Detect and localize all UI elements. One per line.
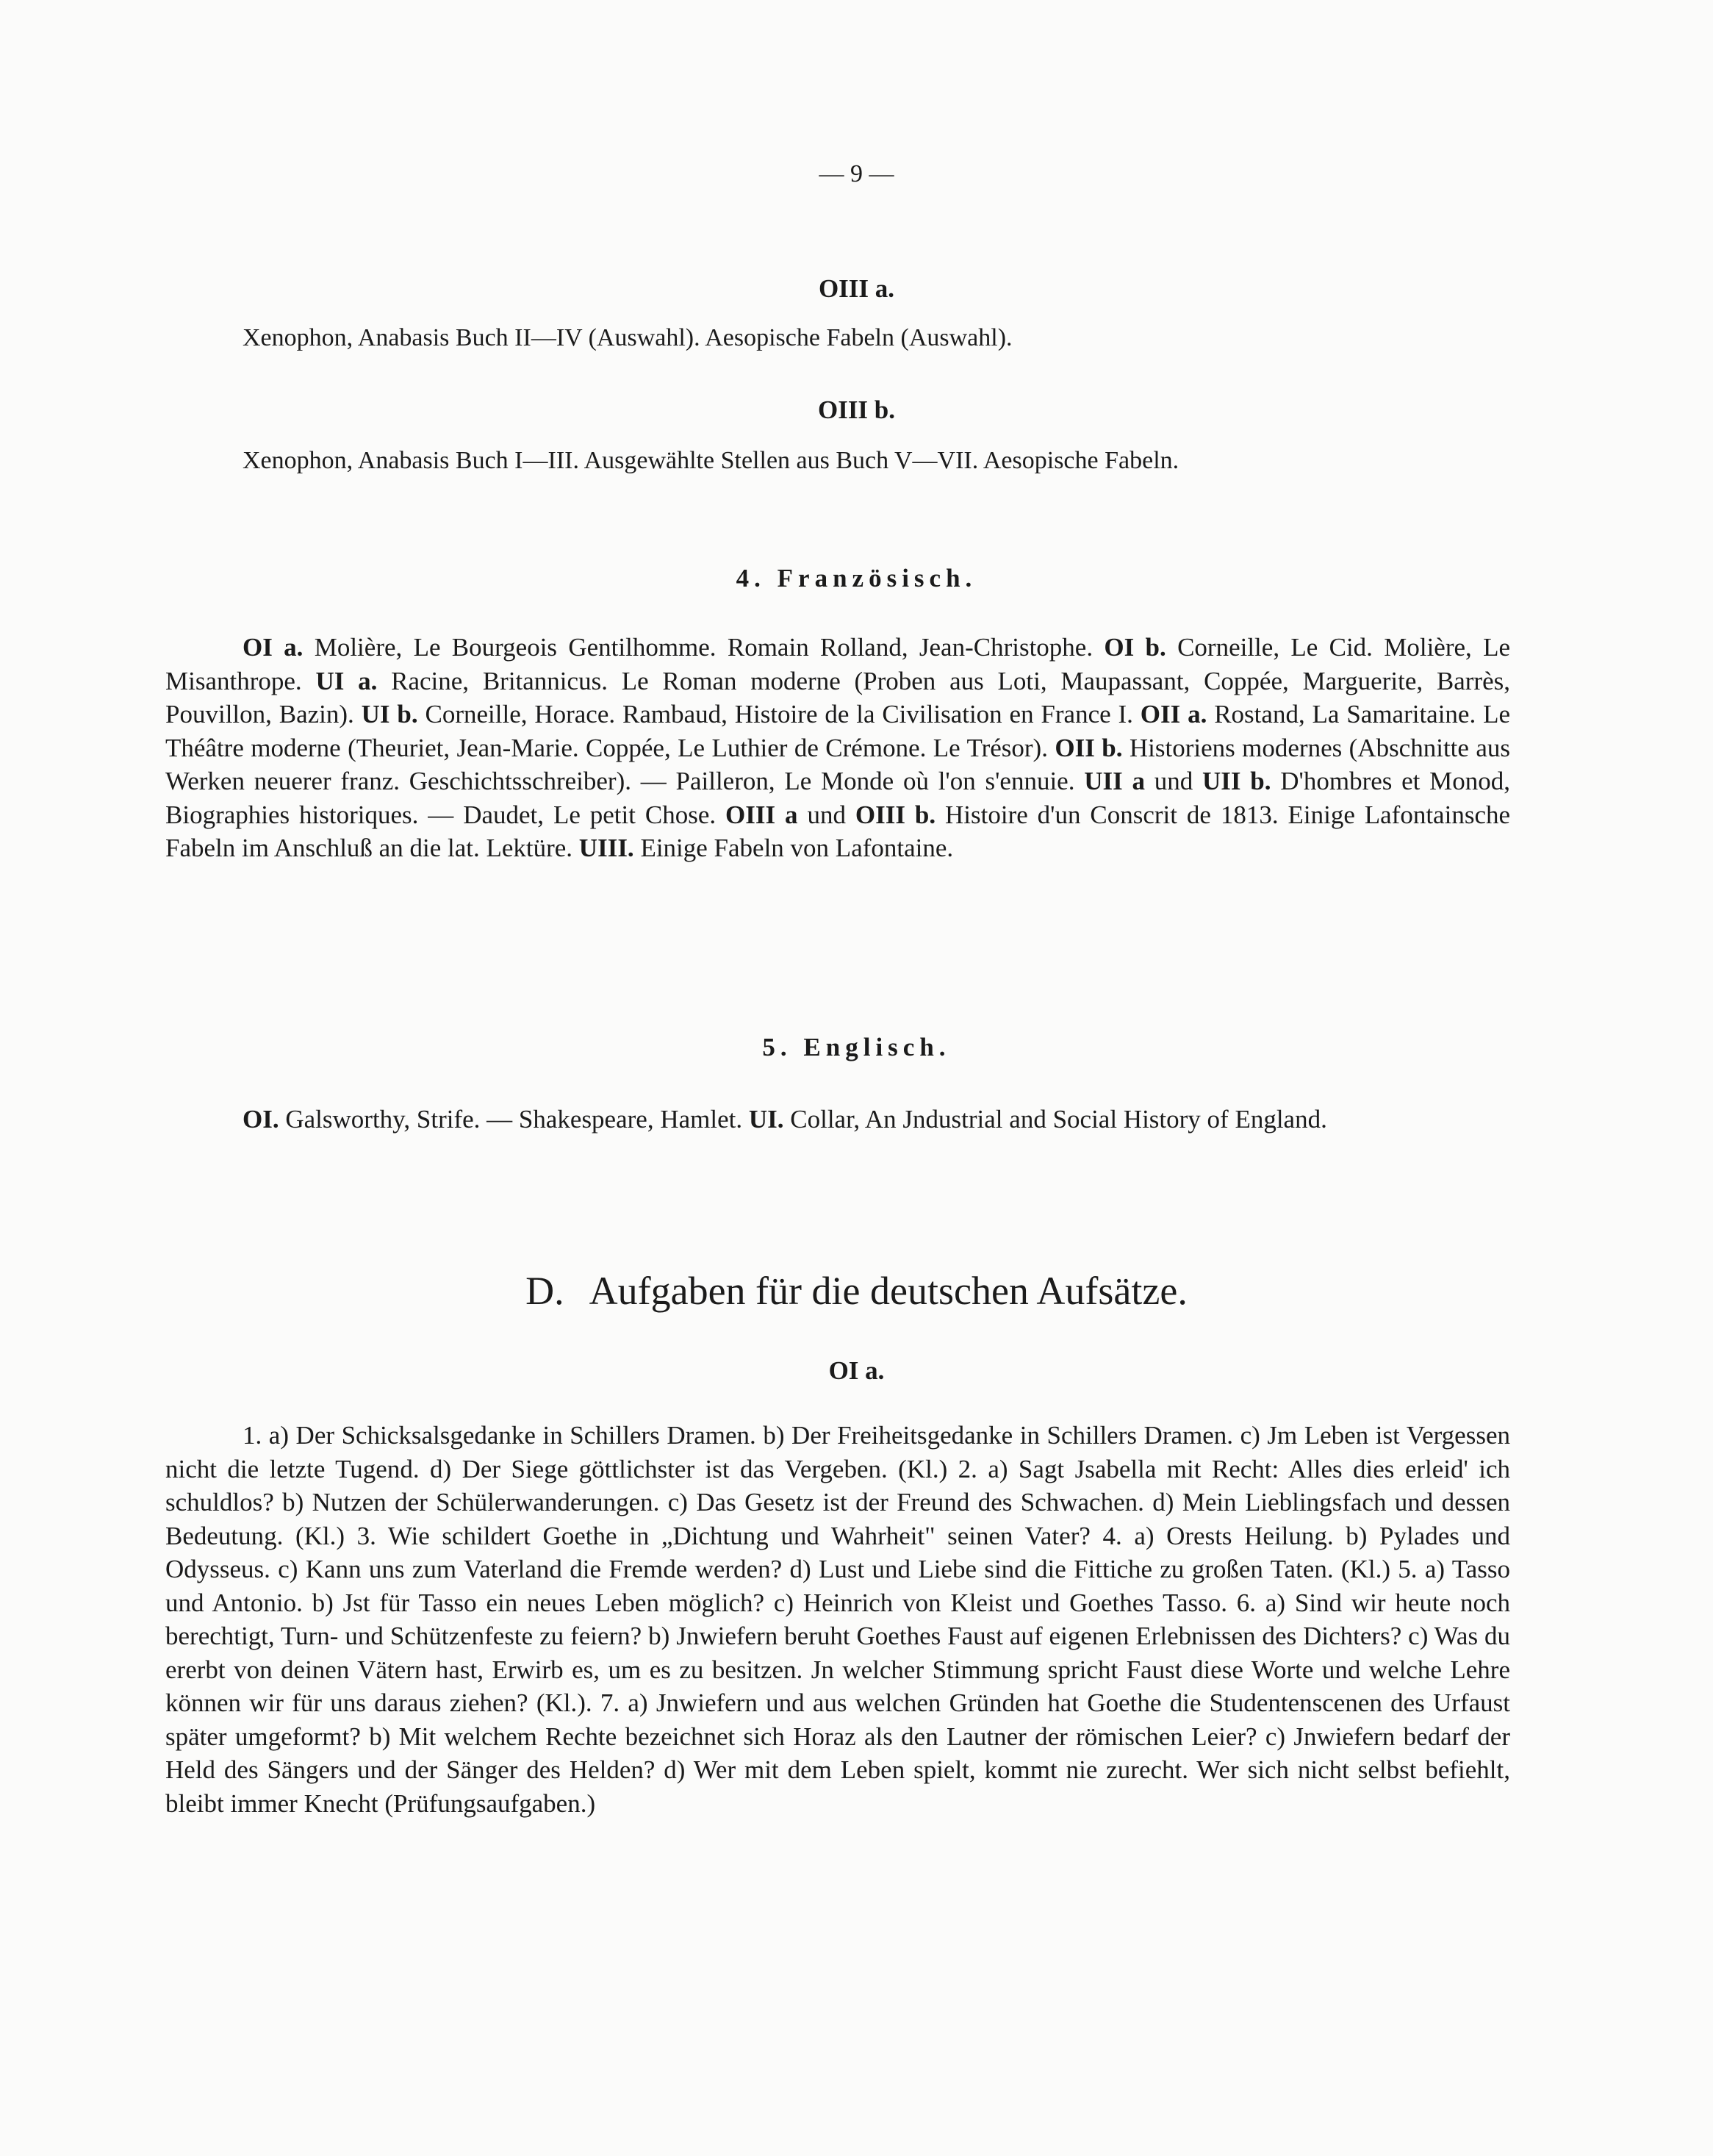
section-d-title-text: Aufgaben für die deutschen Aufsätze. [589, 1269, 1188, 1313]
french-class-label: UIII. [578, 834, 634, 862]
heading-oiiib: OIII b. [817, 395, 896, 424]
french-text: Molière, Le Bourgeois Gentilhomme. Romain Rolland, Jean-Christophe. [303, 633, 1105, 662]
french-class-label: OIII a [725, 800, 798, 829]
section-d-letter: D. [525, 1269, 564, 1313]
french-class-label: UI b. [361, 700, 418, 728]
french-text: Corneille, Horace. Rambaud, Histoire de la Civilisation en France I. [417, 700, 1141, 728]
english-text-runs [243, 1105, 1327, 1133]
oiiib-reading-list: Xenophon, Anabasis Buch I—III. Ausgewählte Stellen aus Buch V—VII. Aesopische Fabeln. [243, 447, 1179, 474]
french-class-label: OI a. [243, 633, 304, 662]
french-text: Einige Fabeln von Lafontaine. [633, 834, 954, 862]
french-class-label: OII a. [1140, 700, 1207, 728]
french-text: Racine, Britannicus. Le Roman moderne (Proben aus Loti, Maupassant, Coppée, Marguerite, Barrès, Pouvillon, Bazin). [165, 666, 1510, 728]
essay-topics [165, 1419, 1510, 1820]
french-reading-list [165, 631, 1510, 865]
french-text: Rostand, La Samaritaine. Le Théâtre moderne (Theuriet, Jean-Marie. Coppée, Le Luthier de Crémone. Le Trésor). [165, 700, 1510, 762]
heading-englisch: 5. Englisch. [762, 1033, 951, 1061]
section-d-title [0, 1268, 1713, 1314]
french-text: Corneille, Le Cid. Molière, Le Misanthrope. [165, 633, 1510, 695]
english-reading-list [165, 1103, 1510, 1136]
essay-topics-text: 1. a) Der Schicksalsgedanke in Schillers Dramen. b) Der Freiheitsgedanke in Schillers Dramen. c) Jm Leben ist Vergessen nicht die letzte Tugend. d) Der Siege göttlichster ist das Vergeben. (Kl.) 2. a) Sagt Jsabella mit Recht: Alles dies erleid' ich schuldlos? b) Nutzen der Schülerwanderungen. c) Das Gesetz ist der Freund des Schwachen. d) Mein Lieblingsfach und dessen Bedeutung. (Kl.) 3. Wie schildert Goethe in „Dichtung und Wahrheit" seinen Vater? 4. a) Orests Heilung. b) Pylades und Odysseus. c) Kann uns zum Vaterland die Fremde werden? d) Lust und Liebe sind die Fittiche zu großen Taten. (Kl.) 5. a) Tasso und Antonio. b) Jst für Tasso ein neues Leben möglich? c) Heinrich von Kleist und Goethes Tasso. 6. a) Sind wir heute noch berechtigt, Turn- und Schützenfeste zu feiern? b) Jnwiefern beruht Goethes Faust auf eigenen Erlebnissen des Dichters? c) Was du ererbt von deinen Vätern hast, Erwirb es, um es zu besitzen. Jn welcher Stimmung spricht Faust diese Worte und welche Lehre können wir für uns daraus ziehen? (Kl.). 7. a) Jnwiefern und aus welchen Gründen hat Goethe die Studentenscenen des Urfaust später umgeformt? b) Mit welchem Rechte bezeichnet sich Horaz als den Lautner der römischen Leier? c) Jnwiefern bedarf der Held des Sängers und der Sänger des Helden? d) Wer mit dem Leben spielt, kommt nie zurecht. Wer sich nicht selbst befiehlt, bleibt immer Knecht (Prüfungsaufgaben.) [165, 1421, 1510, 1818]
french-text-runs [165, 633, 1510, 862]
english-text: Galsworthy, Strife. — Shakespeare, Hamlet. [279, 1105, 749, 1133]
french-text: Historiens modernes (Abschnitte aus Werken neuerer franz. Geschichtsschreiber). — Pailleron, Le Monde où l'on s'ennuie. [165, 733, 1510, 795]
oiiia-reading-list: Xenophon, Anabasis Buch II—IV (Auswahl). Aesopische Fabeln (Auswahl). [243, 324, 1013, 351]
french-text: und [1145, 767, 1203, 795]
heading-oiiia: OIII a. [818, 274, 895, 303]
heading-oia-essays: OI a. [828, 1356, 885, 1385]
french-class-label: OIII b. [855, 800, 936, 829]
english-class-label: UI. [748, 1105, 784, 1133]
english-text: Collar, An Jndustrial and Social History of England. [783, 1105, 1327, 1133]
page-number: — 9 — [819, 160, 894, 187]
french-text: und [797, 800, 855, 829]
french-class-label: UI a. [315, 666, 378, 695]
french-class-label: UII a [1084, 767, 1145, 795]
french-class-label: OII b. [1055, 733, 1123, 762]
french-text: D'hombres et Monod, Biographies historiques. — Daudet, Le petit Chose. [165, 767, 1511, 829]
french-class-label: OI b. [1104, 633, 1166, 662]
french-class-label: UII b. [1202, 767, 1271, 795]
french-text: Histoire d'un Conscrit de 1813. Einige Lafontainsche Fabeln im Anschluß an die lat. Lektüre. [165, 800, 1511, 862]
english-class-label: OI. [243, 1105, 279, 1133]
heading-franzoesisch: 4. Französisch. [736, 564, 977, 592]
